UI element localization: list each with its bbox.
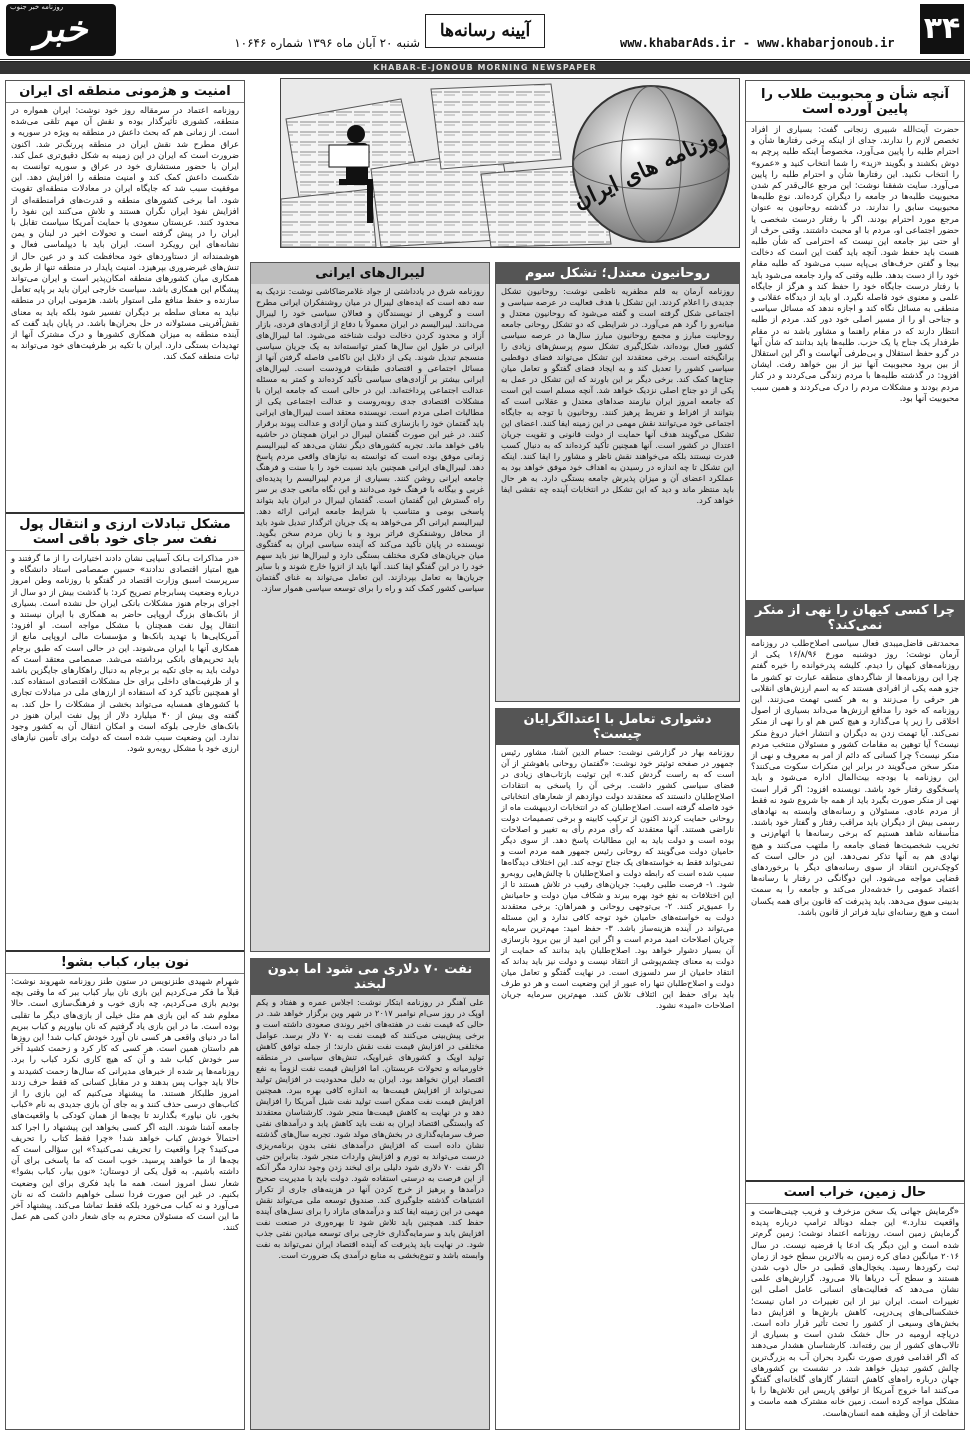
article-title: چرا کسی کیهان را نهی از منکر نمی‌کند؟ [746, 600, 964, 636]
article-title: روحانیون معتدل؛ تشکل سوم [496, 263, 739, 284]
newspaper-logo [6, 4, 116, 56]
article-title: دشواری تعامل با اعتدالگرایان چیست؟ [496, 709, 739, 745]
article-body: روزنامه آرمان به قلم مظفریه ناظمی نوشت: روحانیون تشکل جدیدی را اعلام کردند. این تشکل با هدف فعالیت در عرصه سیاسی و اجتماعی شکل گرفته است و گفته می‌شود که روحانیون معتدل و میانه‌رو را گرد هم می‌آورد. در شرایطی که دو تشکل روحانی جامعه روحانیت مبارز و مجمع روحانیون مبارز سال‌ها در عرصه سیاسی کشور فعال بوده‌اند، شکل‌گیری تشکل سوم پرسش‌های زیادی را برانگیخته است. برخی معتقدند این تشکل می‌تواند فضای دوقطبی سیاسی کشور را تعدیل کند و به ایجاد فضای گفتگو و تعامل میان جناح‌ها کمک کند. برخی دیگر بر این باورند که این تشکل در عمل به یکی از دو جناح اصلی نزدیک خواهد شد. آنچه مسلم است این است که جامعه امروز ایران نیازمند صداهای معتدل و عقلانی است که بتوانند از افراط و تفریط پرهیز کنند. روحانیون با توجه به جایگاه اجتماعی خود می‌توانند نقش مهمی در این زمینه ایفا کنند. اعضای این تشکل می‌گویند هدف آنها حمایت از دولت قانونی و تقویت جریان اعتدال در کشور است. آنها همچنین تأکید کرده‌اند که به دنبال کسب قدرت نیستند بلکه می‌خواهند نقش ناظر و مشاور را ایفا کنند. اینکه این تشکل تا چه اندازه در رسیدن به اهداف خود موفق خواهد بود به عملکرد اعضای آن و میزان پذیرش جامعه بستگی دارد. به هر حال باید منتظر ماند و دید که این تشکل در انتخابات آینده چه نقشی ایفا خواهد کرد. [501, 286, 734, 505]
liberals-article [250, 262, 490, 952]
article-title [746, 81, 964, 122]
reform-article [495, 262, 740, 702]
logo-subtitle: روزنامه خبر جنوب [10, 3, 64, 11]
article-body: روزنامه بهار در گزارشی نوشت: حسام الدین آشنا، مشاور رئیس جمهور در صفحه توئیتر خود نوشت: «گفتمان روحانی باهوشترِ از آن است که به راست گردش کند.» این توئیت بازتاب‌های زیادی در فضای سیاسی کشور داشت. برخی آن را پاسخی به انتقادات اصلاح‌طلبان دانستند که معتقدند دولت دوازدهم از شعارهای انتخاباتی خود فاصله گرفته است. اصلاح‌طلبان که در انتخابات اردیبهشت ماه از روحانی حمایت کردند اکنون از ترکیب کابینه و برخی تصمیمات دولت ناراضی هستند. آنها معتقدند که رأی مردم رأی به تغییر و اصلاحات بوده است و دولت باید به این مطالبات پاسخ دهد. از سوی دیگر حامیان دولت می‌گویند که روحانی رئیس جمهور همه مردم است و نمی‌تواند فقط به خواسته‌های یک جناح توجه کند. این اختلاف دیدگاه‌ها سبب شده است که رابطه دولت و اصلاح‌طلبان با چالش‌هایی روبه‌رو شود. ۱- فرصت طلبی رقیب: جریان‌های رقیب در تلاش هستند تا از این اختلافات به نفع خود بهره ببرند و شکاف میان دولت و حامیانش را عمیق‌تر کنند. ۲- بی‌توجهی روحانی و همراهان: برخی معتقدند دولت به خواسته‌های حامیان خود توجه کافی ندارد و این مسئله می‌تواند در آینده هزینه‌ساز باشد. ۳- حفظ امید: مهم‌ترین سرمایه جریان اصلاحات امید مردم است و اگر این امید از بین برود بازسازی آن بسیار دشوار خواهد بود. اصلاح‌طلبان باید بدانند که حمایت از دولت به معنای چشم‌پوشی از انتقاد نیست و دولت نیز باید بداند که انتقاد حامیان از سر دلسوزی است. در نهایت گفتگو و تعامل میان دولت و اصلاح‌طلبان تنها راه عبور از این وضعیت است و هر دو طرف باید برای حفظ این ائتلاف تلاش کنند. مهم‌ترین سرمایه جریان اصلاحات «امید» نشود. [501, 747, 734, 1010]
article-title: لیبرال‌های ایرانی [251, 263, 489, 284]
right-column [745, 80, 965, 1430]
issue-date-number: شنبه ۲۰ آبان ماه ۱۳۹۶ شماره ۱۰۶۴۶ [234, 36, 420, 50]
article-body: «گرمایش جهانی یک سخن مزخرف و فریب چینی‌هاست و واقعیت ندارد.» این جمله دونالد ترامپ درباره پدیده گرمایش زمین است. روزنامه اعتماد نوشت: زمین گرم‌تر شده است و این دیگر یک ادعا یا فرضیه نیست. در سال ۲۰۱۶ میانگین دمای کره زمین به بالاترین سطح خود از زمان ثبت رکوردها رسید. یخچال‌های قطبی در حال ذوب شدن هستند و سطح آب دریاها بالا می‌رود. گزارش‌های علمی نشان می‌دهد که فعالیت‌های انسانی عامل اصلی این تغییرات است. ایران نیز از این تغییرات در امان نیست؛ خشکسالی‌های پی‌درپی، کاهش بارش‌ها و افزایش دما بخش‌های وسیعی از کشور را تحت تأثیر قرار داده است. دریاچه ارومیه در حال خشک شدن است و بسیاری از تالاب‌های کشور از بین رفته‌اند. کارشناسان هشدار می‌دهند که اگر اقدامی فوری صورت نگیرد بحران آب به بزرگ‌ترین چالش کشور تبدیل خواهد شد. در نشست بن کشورهای جهان درباره راه‌های کاهش انتشار گازهای گلخانه‌ای گفتگو می‌کنند اما خروج آمریکا از توافق پاریس این تلاش‌ها را با مشکل مواجه کرده است. زمین خانه مشترک همه ماست و حفاظت از آن وظیفه همه انسان‌هاست. [751, 1206, 959, 1418]
article-body: روزنامه اعتماد در سرمقاله روز خود نوشت: ایران همواره در منطقه، کشوری تأثیرگذار بوده و نقش آن مهم تلقی می‌شده است. از زمانی هم که بحث داعش در منطقه به ویژه در سوریه و عراق مطرح شد نقش ایران در منطقه پررنگ‌تر شد. اکنون ضرورت است که ایران در این زمینه به شکل دقیق‌تری عمل کند. ایران با حضور مستشاری خود در عراق و سوریه توانست به شکست داعش کمک کند و امنیت منطقه را افزایش دهد. این موفقیت سبب شد که جایگاه ایران در معادلات منطقه‌ای تقویت شود. اما برخی کشورهای منطقه و قدرت‌های فرامنطقه‌ای از افزایش نفوذ ایران نگران هستند و تلاش می‌کنند این نفوذ را محدود کنند. عربستان سعودی با حمایت آمریکا سیاست تقابل با ایران را در پیش گرفته است و تحولات اخیر در لبنان و یمن نشانه‌های این رویکرد است. ایران باید با دیپلماسی فعال و هوشمندانه از دستاوردهای خود محافظت کند و در عین حال از تنش‌های غیرضروری بپرهیزد. امنیت پایدار در منطقه تنها از طریق همکاری میان کشورهای منطقه امکان‌پذیر است و ایران می‌تواند پیشگام این همکاری باشد. سیاست خارجی ایران باید بر پایه تعامل سازنده و حفظ منافع ملی استوار باشد. هژمونی ایران در منطقه نباید به معنای سلطه بر دیگران تفسیر شود بلکه باید به معنای نقش‌آفرینی مسئولانه در حل بحران‌ها باشد. در پایان باید گفت که آینده منطقه به میزان همکاری کشورها و درک مشترک آنها از تهدیدات بستگی دارد. ایران با تکیه بر ظرفیت‌های خود می‌تواند به ثبات منطقه کمک کند. [11, 105, 239, 362]
section-title: آیینه رسانه‌ها [425, 14, 545, 48]
article-body: علی آهنگر در روزنامه ابتکار نوشت: اجلاس عمره و هفتاد و یکم اوپک در روز سی‌ام نوامبر ۲۰۱۷ در شهر وین برگزار خواهد شد. در حالی که قیمت نفت در هفته‌های اخیر روندی صعودی داشته است و برخی پیش‌بینی می‌کنند که قیمت نفت به ۷۰ دلار برسد. عوامل مختلفی در افزایش قیمت نفت نقش دارند؛ از جمله توافق کاهش تولید اوپک و کشورهای غیراوپک، تنش‌های سیاسی در منطقه خاورمیانه و تحولات عربستان. اما افزایش قیمت نفت لزوماً به نفع اقتصاد ایران نخواهد بود. ایران به دلیل محدودیت در افزایش تولید نمی‌تواند از افزایش قیمت‌ها به اندازه کافی بهره ببرد. همچنین افزایش قیمت نفت ممکن است تولید نفت شیل آمریکا را افزایش دهد و در نهایت به کاهش قیمت‌ها منجر شود. کارشناسان معتقدند که وابستگی اقتصاد ایران به نفت باید کاهش یابد و درآمدهای نفتی صرف سرمایه‌گذاری در بخش‌های مولد شود. تجربه سال‌های گذشته نشان داده است که افزایش درآمدهای نفتی بدون برنامه‌ریزی درست می‌تواند به تورم و افزایش واردات منجر شود. بنابراین حتی اگر نفت ۷۰ دلاری شود دلیلی برای لبخند زدن وجود ندارد مگر آنکه از این فرصت به درستی استفاده شود. دولت باید با مدیریت صحیح درآمدها و پرهیز از خرج کردن آنها در هزینه‌های جاری از تکرار اشتباهات گذشته جلوگیری کند. صندوق توسعه ملی می‌تواند نقش مهمی در این زمینه ایفا کند و درآمدهای مازاد را برای نسل‌های آینده حفظ کند. همچنین باید تلاش شود تا بهره‌وری در صنعت نفت افزایش یابد و سرمایه‌گذاری خارجی برای توسعه میادین نفتی جذب شود. در نهایت باید پذیرفت که آینده اقتصاد ایران نمی‌تواند به نفت وابسته باشد و تنوع‌بخشی به منابع درآمدی یک ضرورت است. [256, 997, 485, 1260]
left-column [5, 80, 245, 1430]
article-title: نفت ۷۰ دلاری می شود اما بدون لبخند [251, 959, 489, 995]
website-urls[interactable]: www.khabarAds.ir - www.khabarjonoub.ir [620, 36, 895, 50]
article-title: حال زمین، خراب است [746, 1180, 964, 1204]
oil-article [250, 958, 490, 1430]
hero-caption: روزنامه های ایران [569, 120, 731, 215]
article-title: امنیت و هژمونی منطقه ای ایران [6, 81, 244, 103]
press-review-illustration [280, 78, 740, 248]
article-body: «در مذاکرات بـانک آسیایی نشان دادند اختیارات را از ما گرفتند و هیچ امتیاز اقتصادی ندادند» حسین صمصامی استاد دانشگاه و سرپرست اسبق وزارت اقتصاد در گفتگو با روزنامه وطن امروز درباره وضعیت پسابرجام تصریح کرد: با گذشت بیش از دو سال از اجرای برجام هنوز مشکلات بانکی ایران حل نشده است. بسیاری از بانک‌های بزرگ اروپایی حاضر به همکاری با ایران نیستند و انتقال پول نفت همچنان با مشکل مواجه است. او افزود: آمریکایی‌ها با تهدید بانک‌ها و مؤسسات مالی اروپایی مانع از همکاری آنها با ایران می‌شوند. این در حالی است که طبق برجام باید تحریم‌های بانکی برداشته می‌شد. صمصامی معتقد است که دولت باید به جای تکیه بر برجام به دنبال راهکارهای جایگزین باشد و از ظرفیت‌های داخلی برای حل مشکلات اقتصادی استفاده کند. او همچنین تأکید کرد که استفاده از ارزهای ملی در مبادلات تجاری با کشورهای همسایه می‌تواند بخشی از مشکلات را حل کند. به گفته وی بیش از ۴۰ میلیارد دلار از پول نفت ایران هنوز در بانک‌های خارجی بلوکه است و امکان انتقال آن به کشور وجود ندارد. این وضعیت سبب شده است که دولت برای تأمین نیازهای ارزی خود با مشکل روبه‌رو شود. [11, 553, 239, 754]
english-paper-name: KHABAR-E-JONOUB MORNING NEWSPAPER [0, 62, 970, 74]
article-body: حضرت آیت‌الله شبیری زنجانی گفت: بسیاری از افراد تخصص لازم را ندارند. جدای از اینکه برخی رفتارها شأن و احترام طلبه را پایین می‌آورد، مخصوصاً اینکه طلبه پرچم به دوش بکشند و بگویند «زید» را شما انتخاب کنید و «عمرو» را انتخاب نکنید. این رفتارها شأن و احترام طلبه را پایین می‌آورد. سایت شفقنا نوشت: این مرجع عالی‌قدر کم شدن محبوبیت طلبه‌ها در جامعه را دیگران کرده‌اند. نوع طلبه‌ها محبوبیت سابق را ندارند. در گذشته روحانیون به عنوان مرجع مورد احترام بودند. اگر با رفتار درست شخصی یا حضور اجتماعی او، مردم با او محبت داشتند. وقتی حرف از او حتی نیز جامعه این نیست که احترامی که شأن طلبه هست باید حفظ شود. آنچه باید گفت این است که دخالت بیجا و گفتن حرف‌های بی‌پایه سبب می‌شود که طلبه مقام خود را از دست بدهد. طلبه وقتی که وارد جامعه می‌شود باید با رفتار درست جایگاه خود را حفظ کند و هرگز از جایگاه علمی و معنوی خود فاصله نگیرد. او باید از دیدگاه عقلانی و منطقی به مسائل نگاه کند و اجازه ندهد که مسائل سیاسی و جناحی او را از مسیر اصلی خود دور کند. مردم از طلبه انتظار دارند که در مقام راهنما و مشاور باشد نه در مقام طرفدار یک جناح یا یک حزب. طلبه‌ها باید بدانند که شأن آنها در گرو حفظ استقلال و بی‌طرفی آنهاست و اگر این استقلال از بین برود محبوبیت آنها نیز از بین خواهد رفت. ایشان افزود: در گذشته طلبه‌ها با مردم زندگی می‌کردند و در کنار مردم بودند و مشکلات مردم را درک می‌کردند و همین سبب محبوبیت آنها بود. [751, 124, 959, 403]
article-title-line-1: آنچه شأن و محبوبیت طلاب را [760, 87, 949, 102]
article-title: مشکل تبادلات ارزی و انتقال پول نفت سر جای خود باقی است [6, 512, 244, 551]
newspapers-globe-graphic [281, 79, 740, 248]
page-number: ۳۴ [920, 4, 964, 54]
article-title-line-2: پایین آورده است [801, 102, 909, 117]
article-title: نون بیار، کباب بشو! [6, 950, 244, 974]
article-body: شهرام شهیدی طنزنویس در ستون طنز روزنامه شهروند نوشت: قبلاً ما فکر می‌کردیم این بازی نان بیار کباب ببر که ما وقتی بچه بودیم بازی می‌کردیم، چه بازی خوب و فرهنگ‌سازی است. حالا معلوم شد که این بازی هم مثل خیلی از بازی‌های دیگر ما تقلبی بوده است. ما در این بازی یاد گرفتیم که نان بیاوریم و کباب ببریم اما در دنیای واقعی هر کسی نان آورد خودش کباب شد! این روزها هم داستان همین است. هر کسی که کار کرد و زحمت کشید آخر سر خودش کباب شد و آن که هیچ کاری نکرد کباب را برد. روزنامه‌ها پر شده از خبرهای مدیرانی که سال‌ها زحمت کشیدند و حالا باید جواب پس بدهند و در مقابل کسانی که فقط حرف زدند امروز طلبکار هستند. ما پیشنهاد می‌کنیم که این بازی را از کتاب‌های درسی حذف کنند و به جای آن بازی جدیدی به نام «کباب بخور، نان نیاور» بگذارند تا بچه‌ها از همان کودکی با واقعیت‌های جامعه آشنا شوند. البته اگر کسی بخواهد این پیشنهاد را اجرا کند احتمالاً خودش کباب خواهد شد! «چرا فقط کتاب را تحریف می‌کنید؟ چرا واقعیت را تحریف نمی‌کنید؟» این سؤالی است که بچه‌ها از ما خواهند پرسید. خوب است که ما پاسخی برای آن داشته باشیم. به قول یکی از دوستان: «نون بیار، کباب بشو!» شعار نسل امروز است. همه ما باید فکری برای این وضعیت بکنیم. در غیر این صورت فردا نسلی خواهیم داشت که نه نان می‌آورد و نه کباب می‌خورد بلکه فقط تماشا می‌کند. پیشنهاد آخر ما این است که مسئولان محترم به جای شعار دادن کمی هم عمل کنند. [11, 976, 239, 1233]
article-body: روزنامه شرق در یادداشتی از جواد غلامرضاکاشی نوشت: نزدیک به سه دهه است که ایده‌های لیبرال در میان روشنفکران ایرانی مطرح است و گروهی از نویسندگان و فعالان سیاسی خود را لیبرال می‌دانند. لیبرالیسم در ایران معمولاً با دفاع از آزادی‌های فردی، بازار آزاد و محدود کردن دخالت دولت شناخته می‌شود. اما لیبرال‌های ایرانی در طول این سال‌ها کمتر توانسته‌اند به یک جریان سیاسی منسجم تبدیل شوند. یکی از دلایل این ناکامی فاصله گرفتن آنها از مسائل اجتماعی و اقتصادی طبقات فرودست است. لیبرال‌های ایرانی بیشتر بر آزادی‌های سیاسی تأکید کرده‌اند و کمتر به مسئله عدالت اجتماعی پرداخته‌اند. این در حالی است که جامعه ایران با مشکلات اقتصادی جدی روبه‌روست و عدالت اجتماعی یکی از مطالبات اصلی مردم است. نویسنده معتقد است لیبرال‌های ایرانی باید گفتمان خود را بازسازی کنند و میان آزادی و عدالت پیوند برقرار کنند. در غیر این صورت گفتمان لیبرال در ایران همچنان در حاشیه باقی خواهد ماند. تجربه کشورهای دیگر نشان می‌دهد که لیبرالیسم زمانی موفق بوده است که توانسته به نیازهای واقعی مردم پاسخ دهد. لیبرال‌های ایرانی همچنین باید نسبت خود را با سنت و فرهنگ جامعه ایرانی روشن کنند. بسیاری از مردم لیبرالیسم را پدیده‌ای غربی و بیگانه با فرهنگ خود می‌دانند و این نگاه مانعی جدی بر سر راه گسترش این گفتمان است. گفتمان لیبرال در ایران باید بتواند پاسخی بومی و متناسب با شرایط جامعه ایرانی ارائه دهد. لیبرالیسم ایرانی اگر می‌خواهد به یک جریان اثرگذار تبدیل شود باید از محافل روشنفکری فراتر برود و با زبان مردم سخن بگوید. نویسنده در پایان تأکید می‌کند که آینده سیاسی ایران به گفتگوی میان جریان‌های فکری مختلف بستگی دارد و لیبرال‌ها نیز باید سهم خود را در این گفتگو ایفا کنند. آنها باید از انزوا خارج شوند و با سایر جریان‌ها به تعامل بپردازند. این تعامل می‌تواند به غنای گفتمان سیاسی کشور کمک کند و راه را برای توسعه سیاسی هموار سازد. [256, 286, 484, 593]
logo-text: خبر [34, 8, 88, 50]
article-body: محمدتقی فاضل‌میبدی فعال سیاسی اصلاح‌طلب در روزنامه آرمان نوشت: روز دوشنبه مورخ ۱۶/۸/۹۶ یکی از روزنامه‌های کیهان را دیدم. کلیشه پدرخوانده را خیره گفتم چرا این روزنامه‌ها از شاگردهای منطقه عبارت تو کشور ما جزو همه یکی از افرادی هستند که به اسم ارزش‌های انقلابی هر حرفی را می‌زنند و به هر کسی تهمت می‌زنند. این روزنامه که خود را مدافع ارزش‌ها می‌داند بسیاری از اصول اخلاقی را زیر پا می‌گذارد و هیچ کس هم او را نهی از منکر نمی‌کند. آیا تهمت زدن به دیگران و انتشار اخبار دروغ منکر نیست؟ آیا توهین به مقامات کشور و مسئولان منتخب مردم منکر نیست؟ چرا کسانی که دائم از امر به معروف و نهی از منکر سخن می‌گویند در برابر این منکرات سکوت می‌کنند؟ این روزنامه با بودجه بیت‌المال اداره می‌شود و باید پاسخگوی رفتار خود باشد. نویسنده افزود: اگر قرار است نهی از منکر صورت بگیرد باید از همه جا شروع شود نه فقط از مردم عادی. مسئولان و رسانه‌های وابسته به نهادهای رسمی بیش از دیگران باید مراقب رفتار و گفتار خود باشند. متأسفانه شاهد هستیم که برخی رسانه‌ها با اتهام‌زنی و تخریب شخصیت‌ها فضای جامعه را ملتهب می‌کنند و هیچ نهادی هم به آنها تذکر نمی‌دهد. این در حالی است که کوچک‌ترین انتقاد از سوی رسانه‌های دیگر با برخوردهای قضایی مواجه می‌شود. این دوگانگی در رفتار با رسانه‌ها اعتماد عمومی را خدشه‌دار می‌کند و جامعه را به سمت بدبینی سوق می‌دهد. باید پذیرفت که قانون برای همه یکسان است و هیچ رسانه‌ای نباید فراتر از قانون باشد. [751, 638, 959, 917]
moderates-article [495, 708, 740, 1430]
